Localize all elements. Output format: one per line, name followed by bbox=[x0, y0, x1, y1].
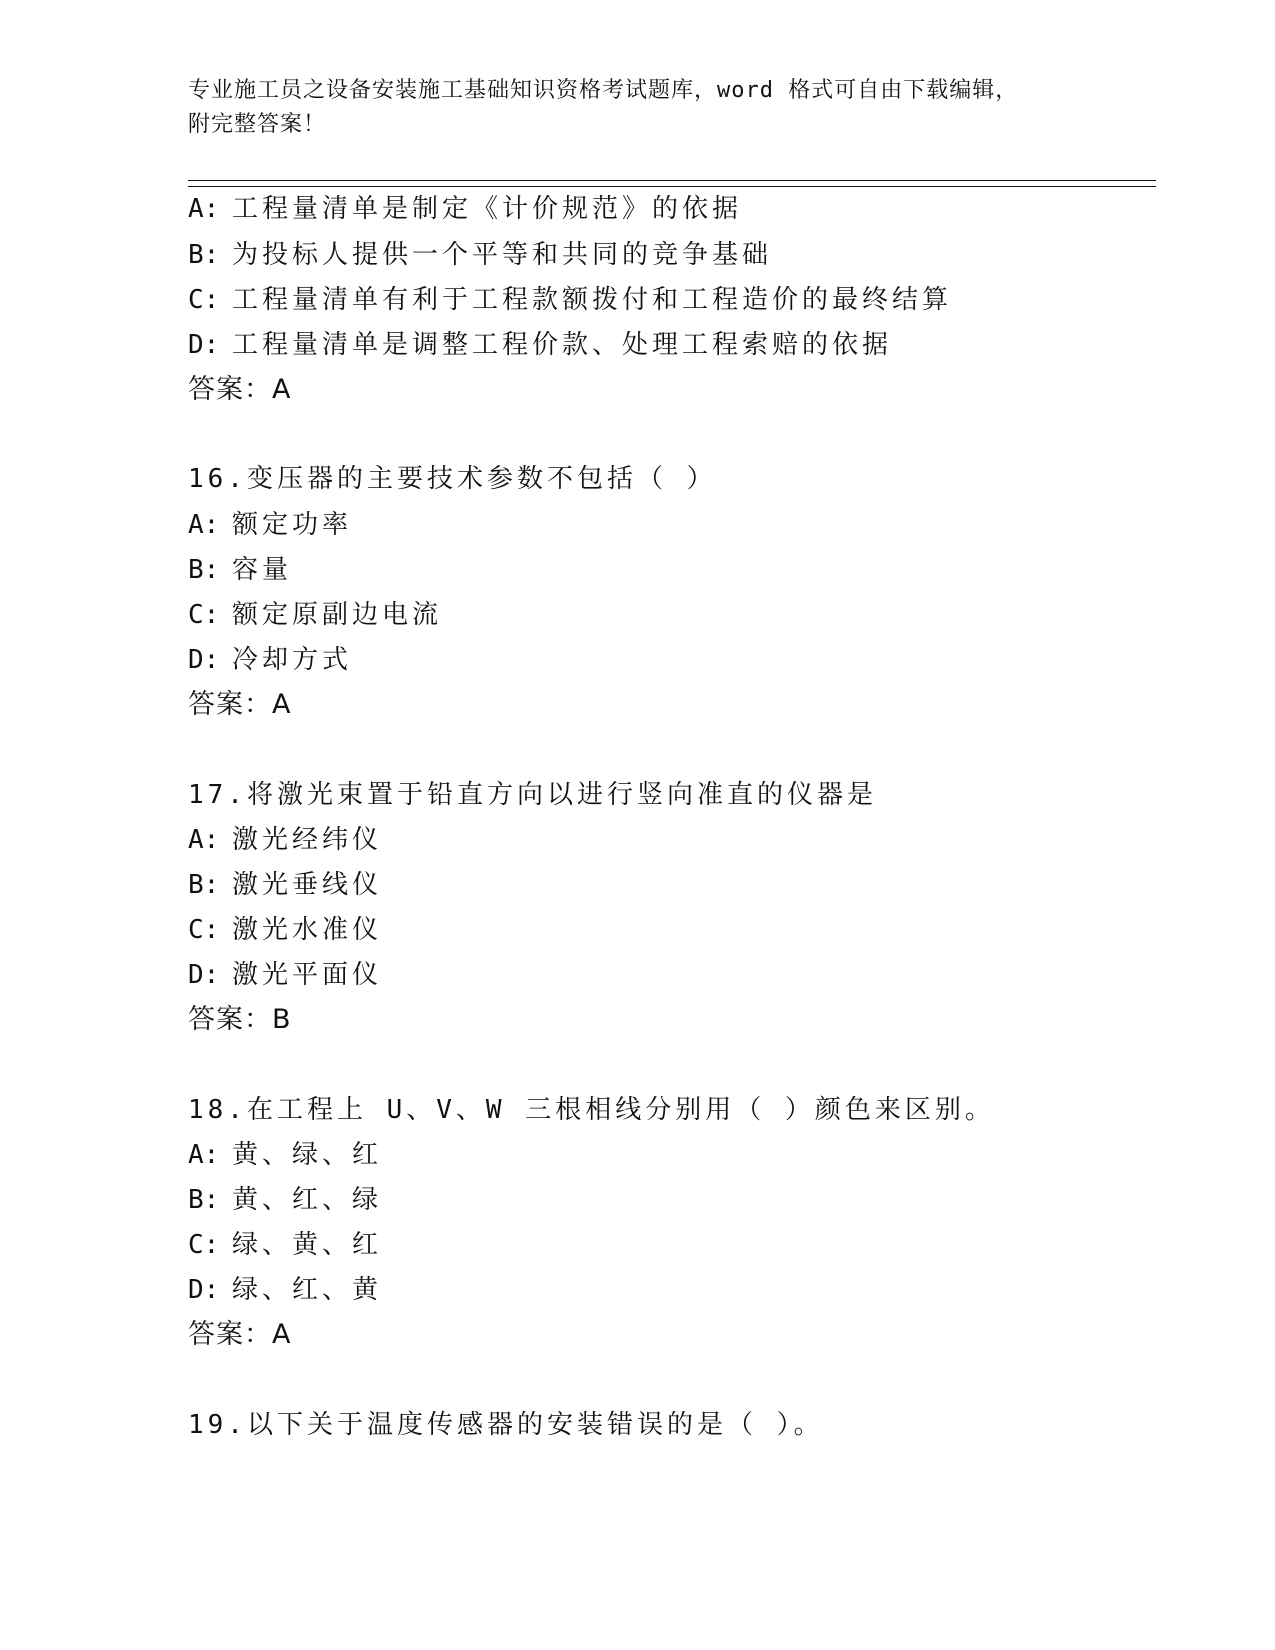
q18-option-d bbox=[188, 1273, 382, 1307]
option-letter: B: bbox=[188, 1185, 220, 1215]
header-divider-bottom bbox=[188, 186, 1156, 187]
q16-option-c bbox=[188, 598, 442, 632]
option-text: 激光水准仪 bbox=[232, 915, 383, 945]
q17-option-b bbox=[188, 868, 382, 902]
option-letter: A: bbox=[188, 825, 220, 855]
option-letter: D: bbox=[188, 330, 220, 360]
q18-option-c bbox=[188, 1228, 382, 1262]
option-letter: C: bbox=[188, 1230, 220, 1260]
option-letter: D: bbox=[188, 1275, 220, 1305]
option-letter: A: bbox=[188, 510, 220, 540]
q19-question: 19.以下关于温度传感器的安装错误的是（ ）。 bbox=[188, 1410, 824, 1440]
header-line-1: 专业施工员之设备安装施工基础知识资格考试题库，word 格式可自由下载编辑， bbox=[188, 78, 1019, 103]
option-letter: A: bbox=[188, 194, 220, 224]
q16-option-a bbox=[188, 508, 352, 542]
q16-answer: 答案：A bbox=[188, 689, 292, 720]
option-letter: B: bbox=[188, 555, 220, 585]
q16-option-b bbox=[188, 553, 292, 587]
q16-question: 16.变压器的主要技术参数不包括（ ） bbox=[188, 464, 717, 494]
option-letter: C: bbox=[188, 915, 220, 945]
option-letter: C: bbox=[188, 285, 220, 315]
option-text: 额定原副边电流 bbox=[232, 600, 443, 630]
option-text: 额定功率 bbox=[232, 510, 353, 540]
option-letter: D: bbox=[188, 645, 220, 675]
option-text: 工程量清单有利于工程款额拨付和工程造价的最终结算 bbox=[232, 285, 953, 315]
option-text: 工程量清单是调整工程价款、处理工程索赔的依据 bbox=[232, 330, 893, 360]
option-text: 绿、红、黄 bbox=[232, 1275, 383, 1305]
q17-question: 17.将激光束置于铅直方向以进行竖向准直的仪器是 bbox=[188, 780, 877, 810]
q18-answer: 答案：A bbox=[188, 1319, 292, 1350]
option-text: 激光垂线仪 bbox=[232, 870, 383, 900]
q18-question: 18.在工程上 U、V、W 三根相线分别用（ ）颜色来区别。 bbox=[188, 1095, 995, 1125]
q18-option-b bbox=[188, 1183, 382, 1217]
option-text: 冷却方式 bbox=[232, 645, 353, 675]
q18-option-a bbox=[188, 1138, 382, 1172]
q15-option-b bbox=[188, 238, 772, 272]
q17-option-a bbox=[188, 823, 382, 857]
option-text: 激光平面仪 bbox=[232, 960, 383, 990]
q15-option-a bbox=[188, 192, 742, 226]
option-text: 为投标人提供一个平等和共同的竞争基础 bbox=[232, 240, 773, 270]
option-letter: B: bbox=[188, 870, 220, 900]
q15-option-c bbox=[188, 283, 952, 317]
document-header bbox=[188, 74, 1108, 142]
option-text: 容量 bbox=[232, 555, 293, 585]
option-text: 工程量清单是制定《计价规范》的依据 bbox=[232, 194, 743, 224]
header-divider-top bbox=[188, 180, 1156, 181]
q17-option-c bbox=[188, 913, 382, 947]
option-letter: B: bbox=[188, 240, 220, 270]
header-line-2: 附完整答案！ bbox=[188, 112, 327, 137]
option-text: 绿、黄、红 bbox=[232, 1230, 383, 1260]
option-letter: D: bbox=[188, 960, 220, 990]
q15-option-d bbox=[188, 328, 892, 362]
option-text: 黄、红、绿 bbox=[232, 1185, 383, 1215]
q15-answer: 答案：A bbox=[188, 374, 292, 405]
option-letter: C: bbox=[188, 600, 220, 630]
q17-option-d bbox=[188, 958, 382, 992]
q17-answer: 答案：B bbox=[188, 1004, 292, 1035]
option-letter: A: bbox=[188, 1140, 220, 1170]
q16-option-d bbox=[188, 643, 352, 677]
option-text: 黄、绿、红 bbox=[232, 1140, 383, 1170]
option-text: 激光经纬仪 bbox=[232, 825, 383, 855]
